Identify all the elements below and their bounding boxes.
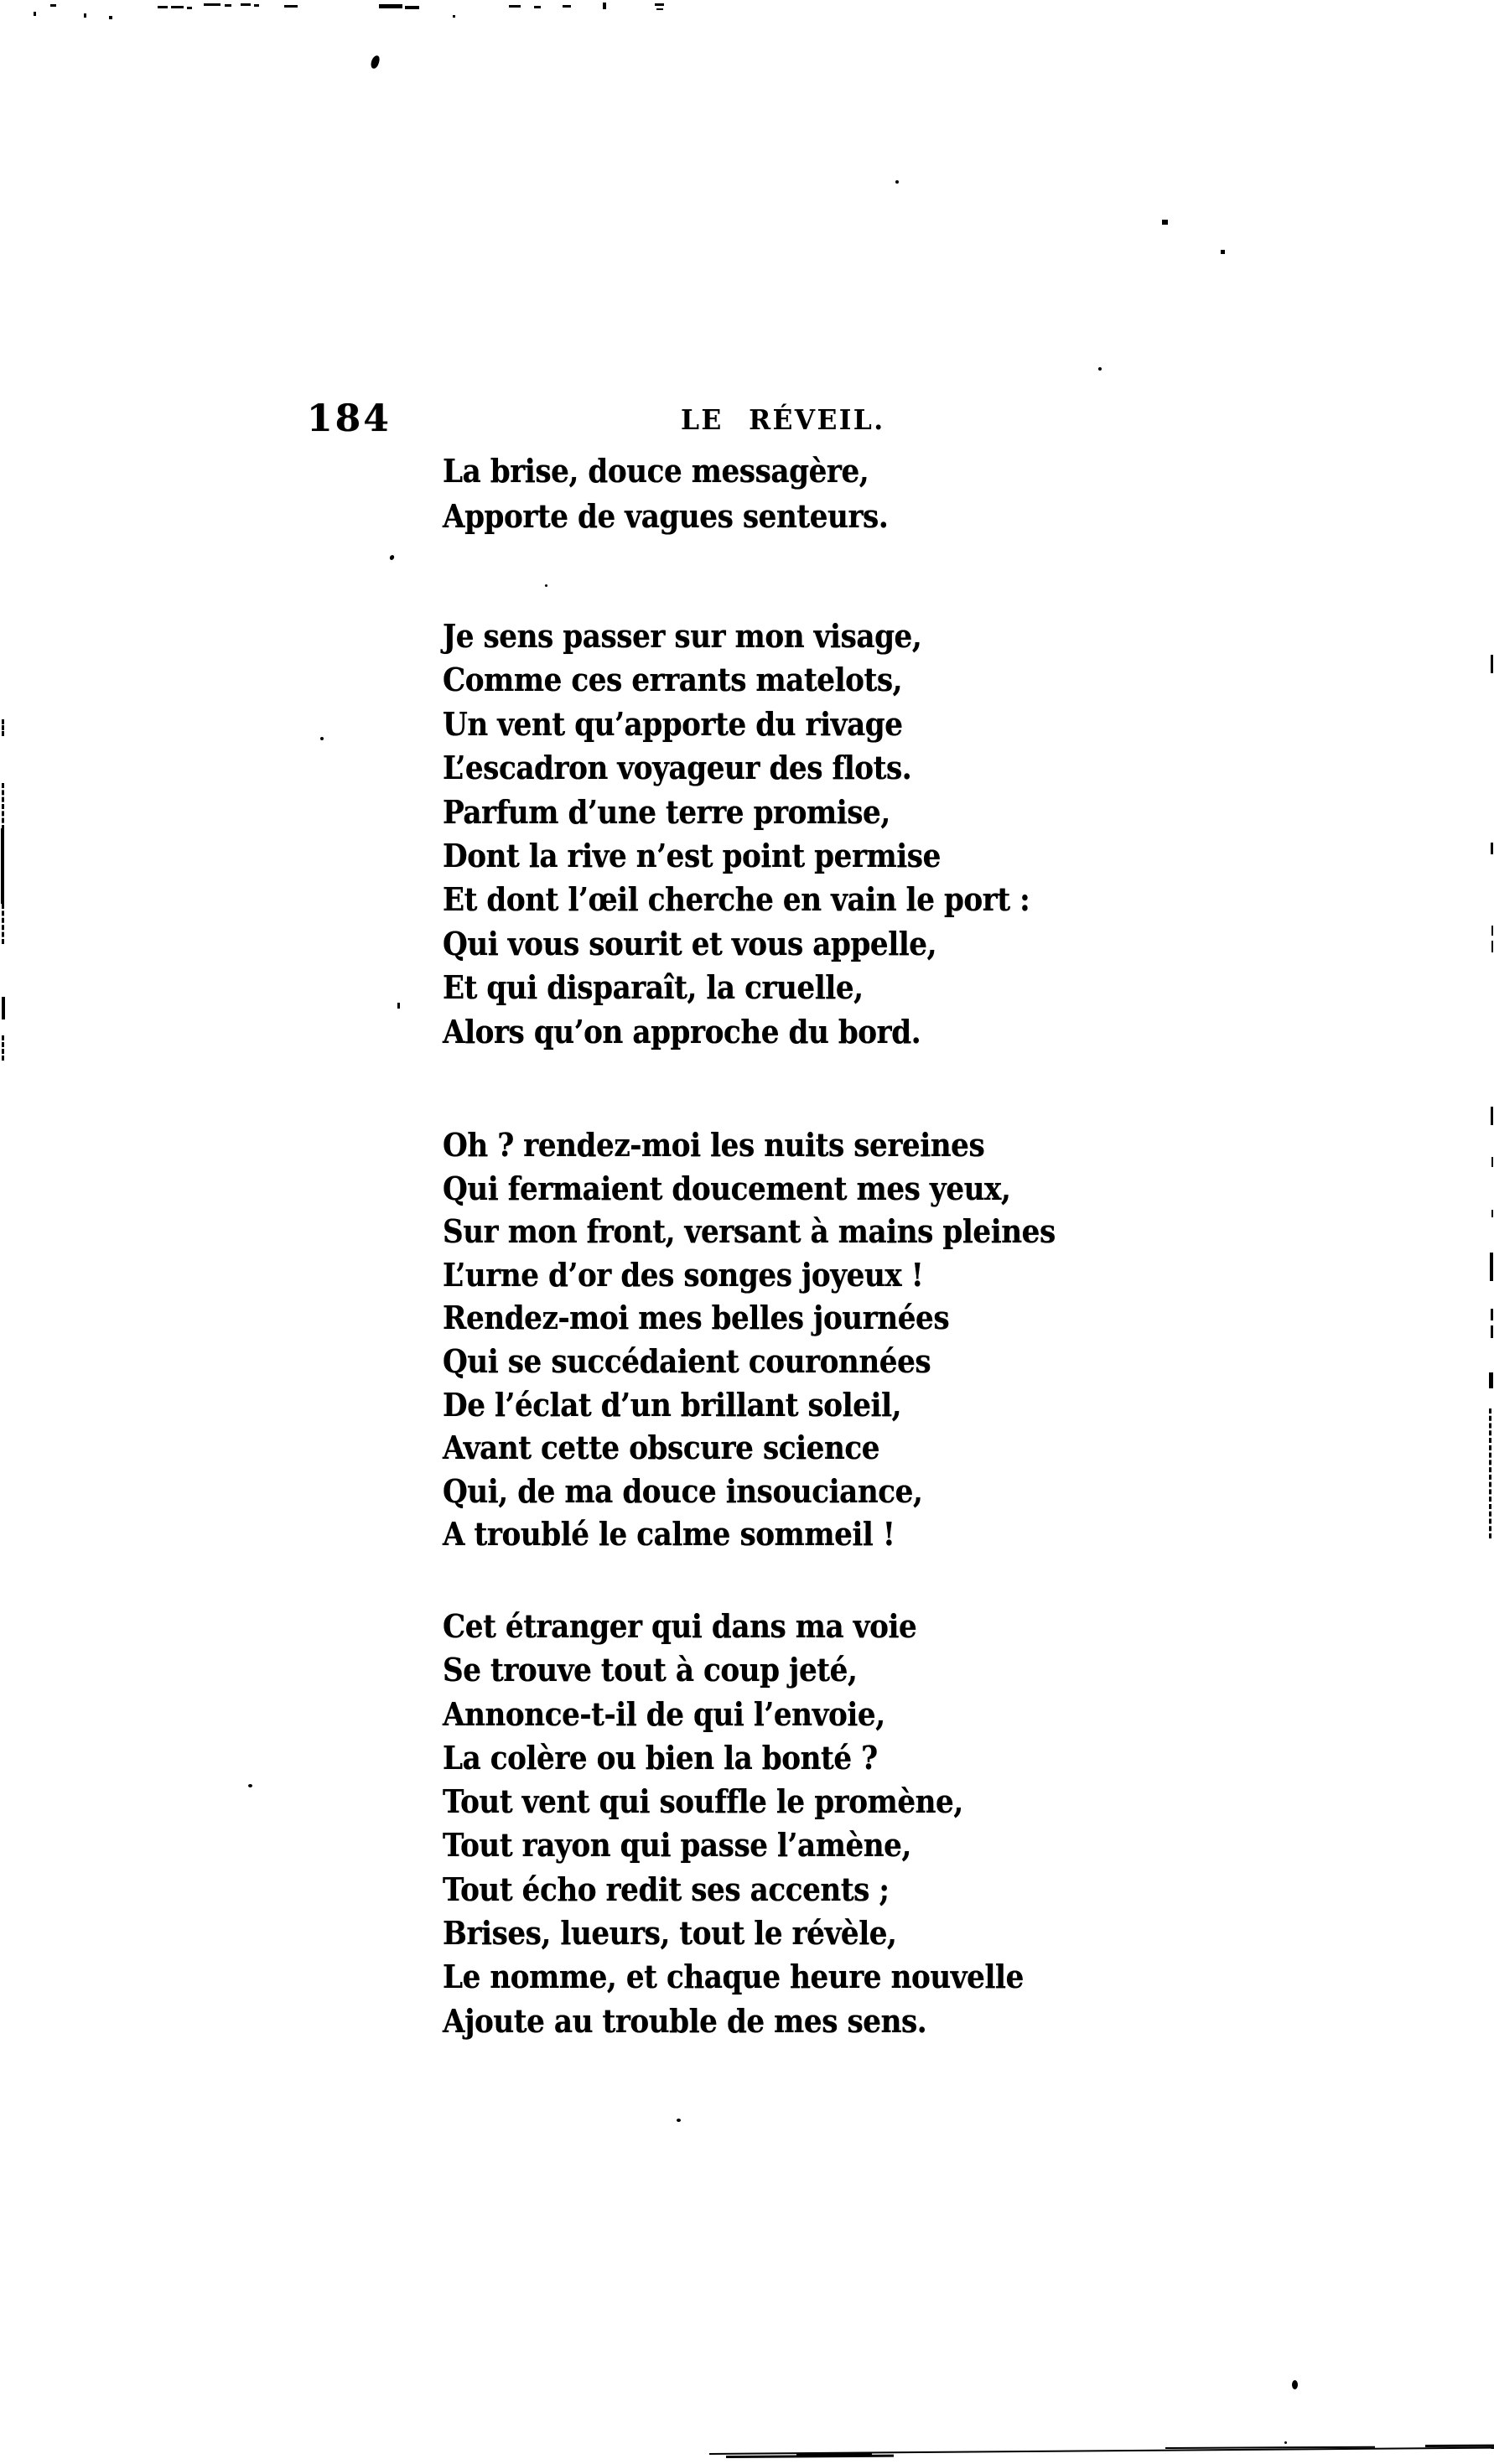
left-edge-mark xyxy=(2,783,4,830)
poem-line: Qui, de ma douce insouciance, xyxy=(443,1471,923,1510)
poem-line: Qui vous sourit et vous appelle, xyxy=(443,924,937,962)
right-edge-mark xyxy=(1490,1253,1493,1281)
left-edge-mark xyxy=(2,997,5,1019)
left-edge-mark xyxy=(2,719,4,736)
poem-line: Oh ? rendez-moi les nuits sereines xyxy=(443,1126,985,1164)
stanza-3 xyxy=(443,1123,1056,1556)
scan-dash xyxy=(509,5,521,8)
poem-line: Rendez-moi mes belles journées xyxy=(443,1299,950,1337)
poem-line: Se trouve tout à coup jeté, xyxy=(443,1651,858,1689)
page-number: 184 xyxy=(307,397,392,440)
left-edge-mark xyxy=(1,828,4,904)
poem-line: Tout vent qui souffle le promène, xyxy=(443,1782,963,1821)
stanza-1 xyxy=(443,449,888,539)
scan-dash xyxy=(405,6,419,9)
scan-dash xyxy=(563,5,571,8)
scan-speck xyxy=(248,1784,252,1787)
right-edge-mark xyxy=(1491,655,1493,673)
ink-blot xyxy=(1292,2380,1298,2389)
poem-line: La colère ou bien la bonté ? xyxy=(443,1738,878,1777)
poem-line: Parfum d’une terre promise, xyxy=(443,792,890,831)
poem-line: Qui fermaient doucement mes yeux, xyxy=(443,1169,1011,1207)
right-edge-mark xyxy=(1489,1408,1491,1538)
scan-speck xyxy=(1221,250,1225,254)
poem-line: L’escadron voyageur des flots. xyxy=(443,749,912,787)
right-edge-mark xyxy=(1491,843,1493,854)
scan-speck xyxy=(397,1003,400,1009)
poem-line: Dont la rive n’est point permise xyxy=(443,837,941,875)
poem-line: Et qui disparaît, la cruelle, xyxy=(443,968,864,1007)
scan-dash xyxy=(34,12,36,16)
poem-line: Et dont l’œil cherche en vain le port : xyxy=(443,880,1030,919)
scan-dash xyxy=(225,4,231,7)
poem-line: Je sens passer sur mon visage, xyxy=(443,617,922,655)
scan-dash xyxy=(284,5,298,8)
scan-dash xyxy=(534,6,541,8)
right-edge-mark xyxy=(1491,926,1493,936)
stanza-4 xyxy=(443,1605,1024,2043)
scan-dash xyxy=(453,15,455,18)
scan-dash xyxy=(50,4,56,7)
scan-speck xyxy=(545,584,547,587)
poem-line: A troublé le calme sommeil ! xyxy=(443,1515,895,1554)
poem-line: L’urne d’or des songes joyeux ! xyxy=(443,1255,924,1294)
stanza-2 xyxy=(443,615,1030,1054)
poem-line: Tout rayon qui passe l’amène, xyxy=(443,1826,911,1865)
scan-dash xyxy=(254,4,259,7)
poem-line: Un vent qu’apporte du rivage xyxy=(443,704,903,743)
bottom-scan-line xyxy=(1425,2445,1494,2447)
scan-speck xyxy=(1284,2441,1287,2444)
right-edge-mark xyxy=(1491,1325,1493,1338)
scan-speck xyxy=(1162,220,1168,225)
poem-line: Alors qu’on approche du bord. xyxy=(443,1012,921,1050)
running-title: LE RÉVEIL. xyxy=(681,403,885,436)
right-edge-mark xyxy=(1491,1210,1493,1217)
scan-dash xyxy=(187,7,192,9)
scan-dash xyxy=(171,6,184,8)
right-edge-mark xyxy=(1491,1157,1493,1167)
poem-line: Cet étranger qui dans ma voie xyxy=(443,1607,917,1645)
scan-speck xyxy=(677,2119,681,2122)
poem-line: Sur mon front, versant à mains pleines xyxy=(443,1212,1056,1251)
scan-dash xyxy=(379,4,402,8)
bottom-scan-line xyxy=(796,2452,872,2457)
scan-dash xyxy=(241,3,251,6)
scan-speck xyxy=(895,180,899,184)
scan-dash xyxy=(109,16,112,19)
right-edge-mark xyxy=(1489,1372,1493,1388)
poem-line: Comme ces errants matelots, xyxy=(443,661,903,699)
scan-dash xyxy=(656,8,663,10)
scan-dash xyxy=(158,6,168,8)
poem-line: Annonce-t-il de qui l’envoie, xyxy=(443,1694,885,1733)
poem-line: Tout écho redit ses accents ; xyxy=(443,1870,890,1908)
right-edge-mark xyxy=(1491,1107,1493,1125)
poem-line: Ajoute au trouble de mes sens. xyxy=(443,2001,927,2040)
scan-speck xyxy=(320,737,324,740)
scan-dash xyxy=(204,3,220,6)
ink-blot xyxy=(370,54,381,70)
poem-line: De l’éclat d’un brillant soleil, xyxy=(443,1385,902,1424)
poem-line: Brises, lueurs, tout le révèle, xyxy=(443,1914,897,1953)
poem-line: Apporte de vagues senteurs. xyxy=(443,497,889,535)
scan-speck xyxy=(1098,367,1102,371)
scan-speck xyxy=(389,554,394,560)
poem-line: Avant cette obscure science xyxy=(443,1429,880,1467)
right-edge-mark xyxy=(1491,1309,1493,1320)
poem-line: Qui se succédaient couronnées xyxy=(443,1341,931,1380)
scan-dash xyxy=(655,3,664,6)
right-edge-mark xyxy=(1491,941,1493,952)
poem-line: La brise, douce messagère, xyxy=(443,452,869,490)
left-edge-mark xyxy=(2,1035,4,1061)
scan-dash xyxy=(603,3,606,9)
left-edge-mark xyxy=(2,904,4,944)
scan-dash xyxy=(84,13,86,18)
poem-line: Le nomme, et chaque heure nouvelle xyxy=(443,1958,1024,1996)
